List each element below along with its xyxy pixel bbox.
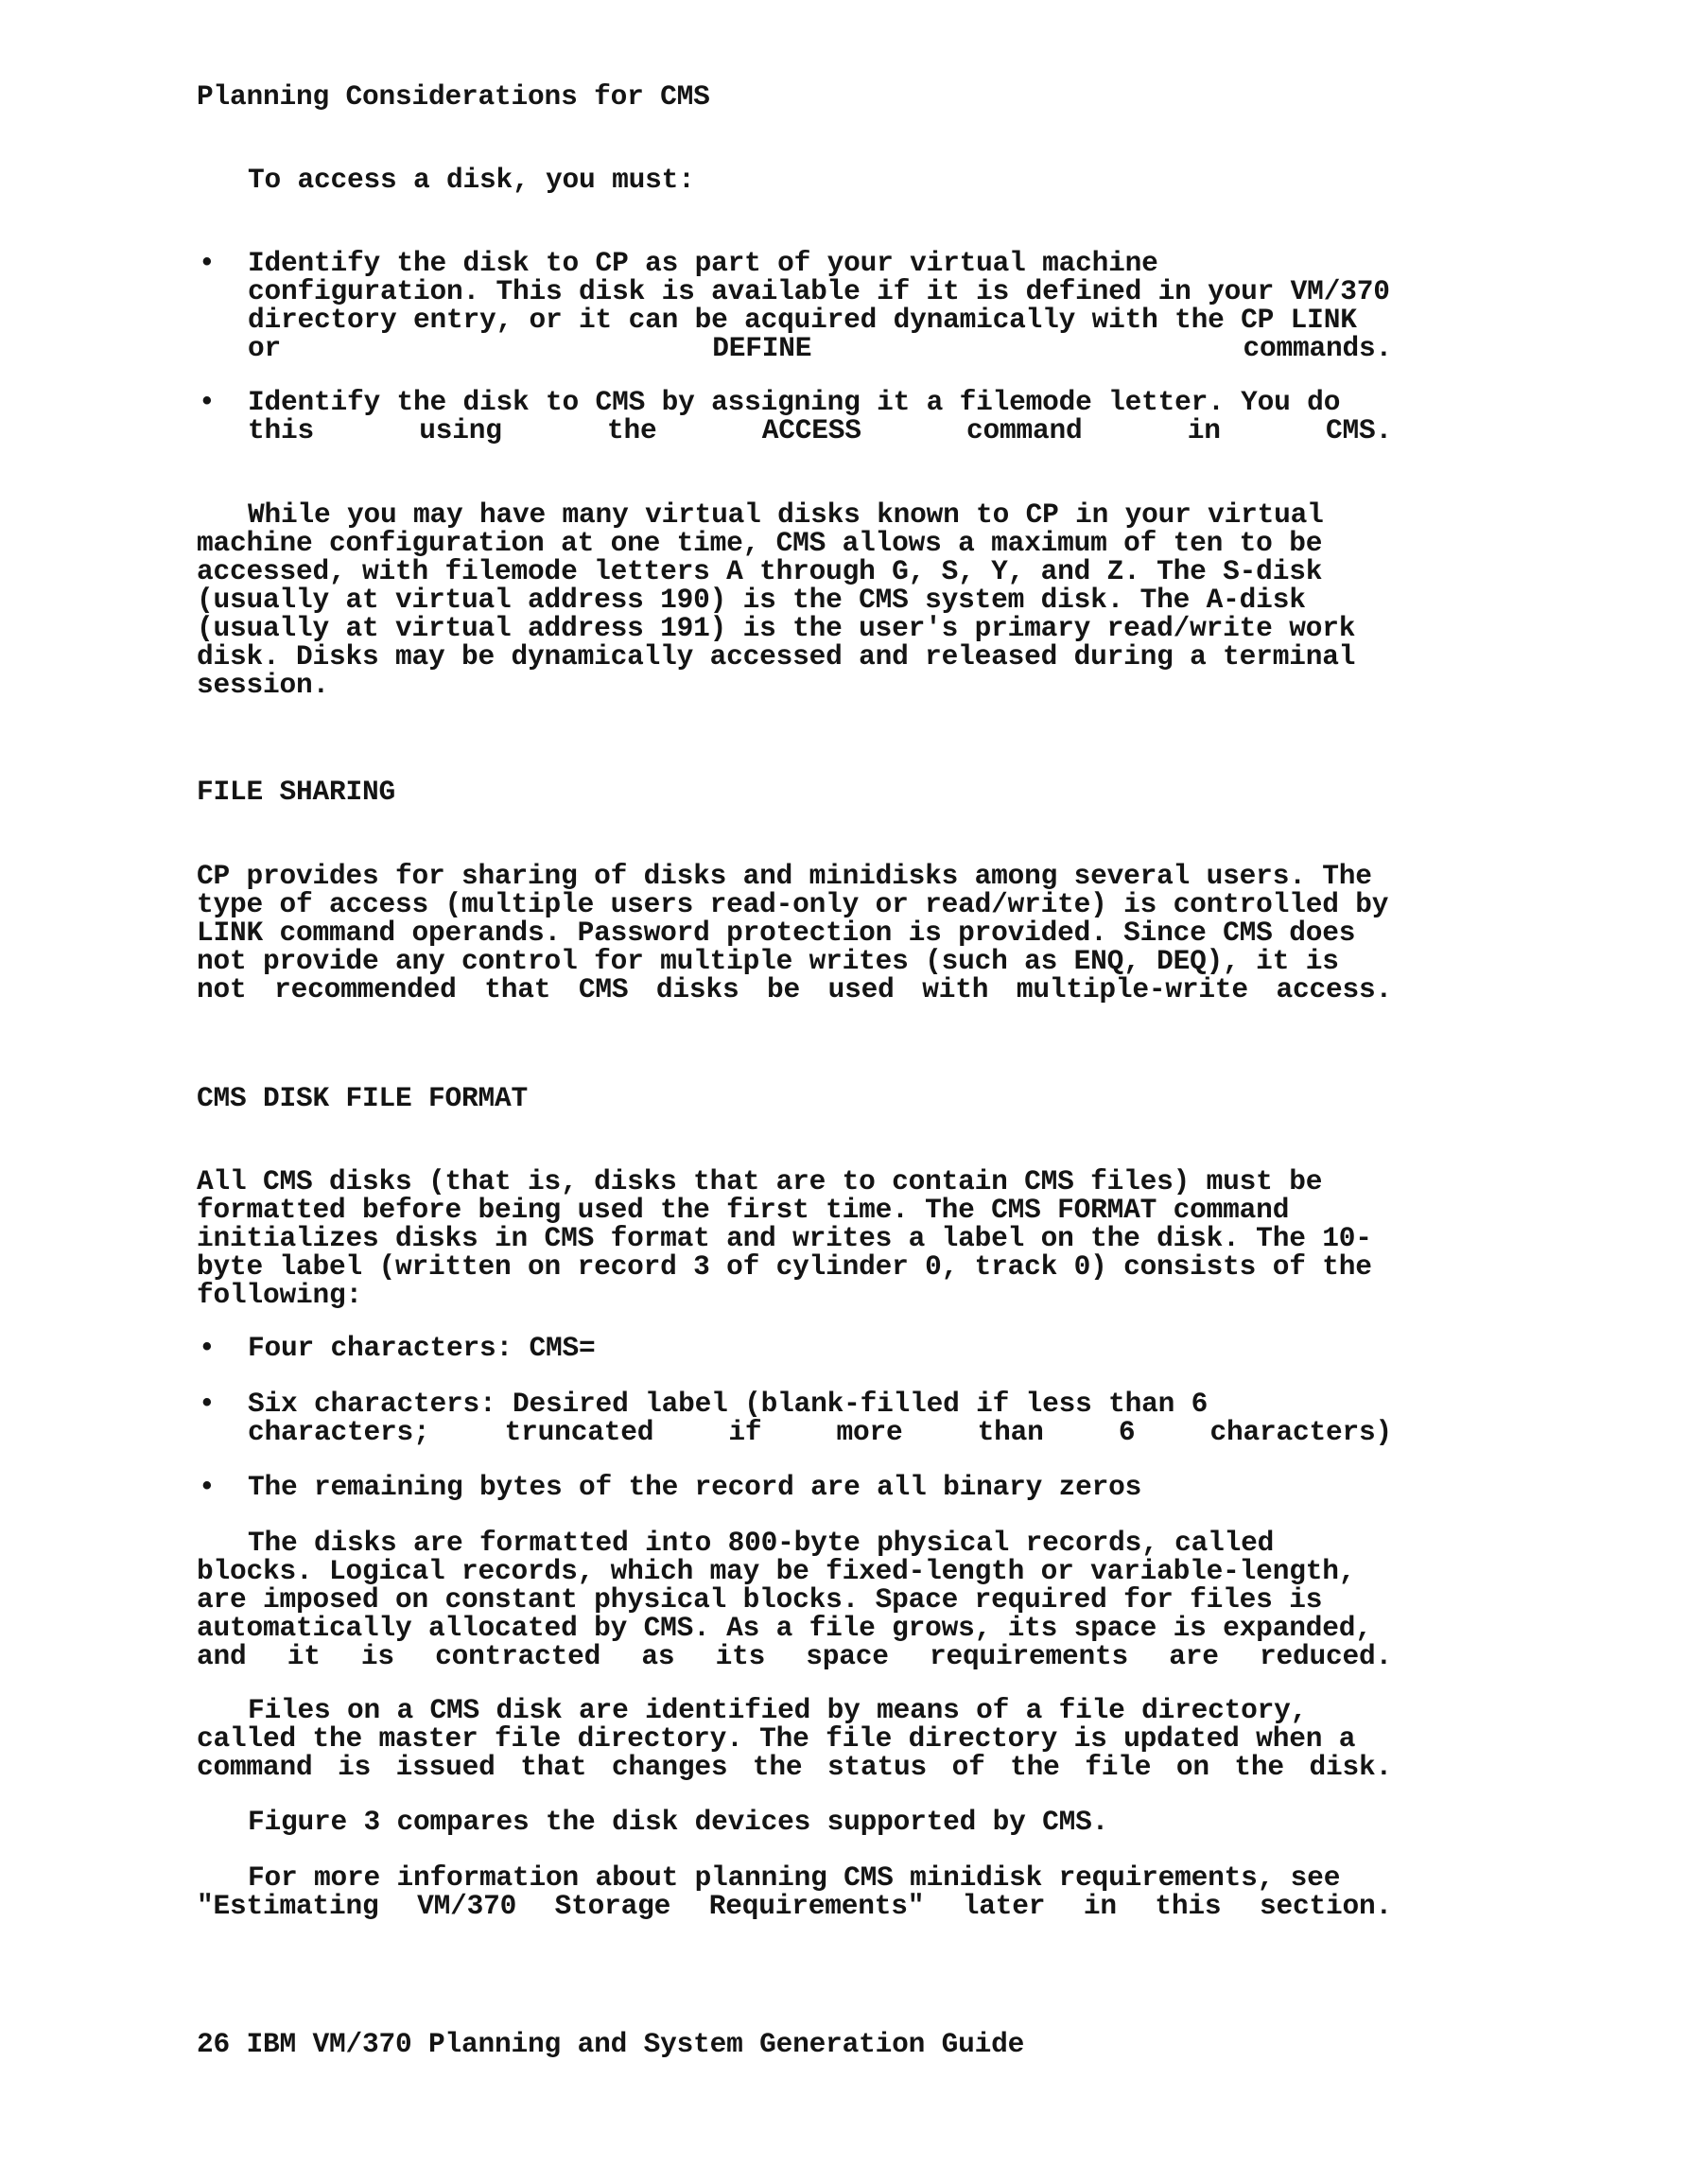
blocks-paragraph: The disks are formatted into 800-byte physical records, called blocks. Logical records, which may be fixed-length or variable-length, are imposed on constant physical blocks. Space required for files is automatically allocated by CMS. As a file grows, its space is expanded, and it is contracted as its space requirements are reduced. bbox=[197, 1527, 1392, 1672]
directory-paragraph: Files on a CMS disk are identified by means of a file directory, called the master file directory. The file directory is updated when a command is issued that changes the status of the file on the disk. bbox=[197, 1694, 1392, 1783]
bullet-2: • bbox=[199, 386, 216, 418]
file-sharing-paragraph: CP provides for sharing of disks and minidisks among several users. The type of access (multiple users read-only or read/write) is controlled by LINK command operands. Password protection is provided. Since CMS does not provide any control for multiple writes (such as ENQ, DEQ), it is not recommended that CMS disks be used with multiple-write access. bbox=[197, 860, 1392, 1005]
virtual-disks-paragraph: While you may have many virtual disks known to CP in your virtual machine configuration at one time, CMS allows a maximum of ten to be accessed, with filemode letters A through G, S, Y, and Z. The S-disk (usually at virtual address 190) is the CMS system disk. The A-disk (usually at virtual address 191) is the user's primary read/write work disk. Disks may be dynamically accessed and released during a terminal session. bbox=[197, 498, 1356, 701]
disk-format-heading: CMS DISK FILE FORMAT bbox=[197, 1082, 529, 1114]
page-footer: 26 IBM VM/370 Planning and System Generation Guide bbox=[197, 2028, 1025, 2060]
label-item-2: Six characters: Desired label (blank-filled if less than 6 characters; truncated if more than 6 characters) bbox=[248, 1388, 1392, 1448]
more-info-paragraph: For more information about planning CMS minidisk requirements, see "Estimating VM/370 Storage Requirements" later in this section. bbox=[197, 1861, 1392, 1922]
bullet-5: • bbox=[199, 1471, 216, 1503]
file-sharing-heading: FILE SHARING bbox=[197, 776, 396, 808]
label-item-1: Four characters: CMS= bbox=[248, 1332, 596, 1364]
disk-format-intro: All CMS disks (that is, disks that are to contain CMS files) must be formatted before being used the first time. The CMS FORMAT command initializes disks in CMS format and writes a label on the disk. The 10-byte label (written on record 3 of cylinder 0, track 0) consists of the following: bbox=[197, 1165, 1372, 1311]
bullet-3: • bbox=[199, 1332, 216, 1364]
running-title: Planning Considerations for CMS bbox=[197, 80, 710, 113]
figure-reference: Figure 3 compares the disk devices supported by CMS. bbox=[248, 1806, 1109, 1838]
label-item-3: The remaining bytes of the record are all binary zeros bbox=[248, 1471, 1142, 1503]
access-step-2: Identify the disk to CMS by assigning it a filemode letter. You do this using the ACCESS command in CMS. bbox=[248, 386, 1392, 446]
intro-text: To access a disk, you must: bbox=[248, 164, 695, 196]
access-step-1: Identify the disk to CP as part of your virtual machine configuration. This disk is available if it is defined in your VM/370 directory entry, or it can be acquired dynamically with the CP LINK or DEFINE commands. bbox=[248, 247, 1392, 364]
bullet-4: • bbox=[199, 1388, 216, 1420]
bullet-1: • bbox=[199, 247, 216, 279]
